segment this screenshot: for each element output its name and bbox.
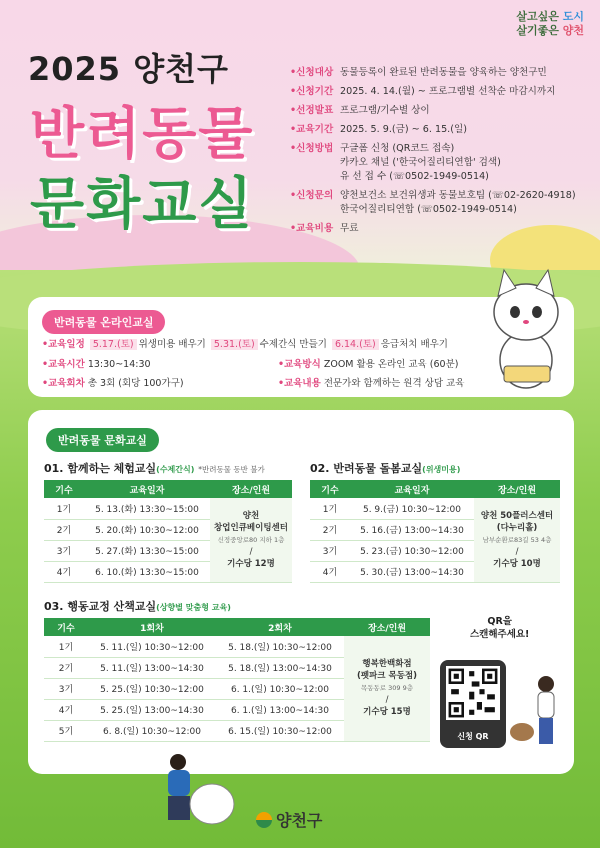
culture-class-pill: 반려동물 문화교실 [46,428,159,452]
th-round-2: 2회차 [216,618,344,636]
section-3-table [44,618,430,742]
qr-note: QR을 스캔해주세요! [470,616,530,640]
th-date: 교육일자 [350,480,474,498]
brand-slogan: 살고싶은 도시 살기좋은 양천 [516,10,584,37]
place-cell: 양천 50플러스센터 (다누리홀) 남부순환로83길 53 4층 / 기수당 10명 [474,498,560,582]
th-place: 장소/인원 [344,618,430,636]
info-announce: • 선정발표 프로그램/기수별 상이 [290,104,590,118]
th-date: 교육일자 [84,480,210,498]
info-period: • 신청기간 2025. 4. 14.(월) ~ 프로그램별 선착순 마감시까지 [290,85,590,99]
online-content: • 교육내용 전문가와 함께하는 원격 상담 교육 [278,377,464,390]
application-info [290,66,590,241]
table-row: 4기 5. 25.(일) 13:00~14:30 6. 1.(일) 13:00~14:30 [44,699,430,720]
th-term: 기수 [310,480,350,498]
qr-label: 신청 QR [457,732,489,741]
table-row: 5기 6. 8.(일) 10:30~12:00 6. 15.(일) 10:30~12:00 [44,720,430,741]
table-row: 3기 5. 25.(일) 10:30~12:00 6. 1.(일) 10:30~12:00 [44,678,430,699]
online-schedule: • 교육일정 5.17.(토) 위생미용 배우기 5.31.(토) 수제간식 만들기 6.14.(토) 응급처치 배우기 [42,338,448,351]
table-row: 2기 5. 20.(화) 10:30~12:00 [44,519,292,540]
section-1-title: 01. 함께하는 체험교실(수제간식) *반려동물 동반 불가 [44,462,265,475]
online-method: • 교육방식 ZOOM 활용 온라인 교육 (60분) [278,358,458,371]
qr-box[interactable] [440,660,506,748]
table-row: 3기 5. 23.(금) 10:30~12:00 [310,540,560,561]
table-row: 2기 5. 16.(금) 13:00~14:30 [310,519,560,540]
online-time: • 교육시간 13:30~14:30 [42,358,151,371]
qr-code-icon[interactable] [446,666,500,720]
cat-mascot-illustration [488,262,566,392]
table-row: 4기 5. 30.(금) 13:00~14:30 [310,561,560,582]
info-edu-period: • 교육기간 2025. 5. 9.(금) ~ 6. 15.(일) [290,123,590,137]
title-main-2: 문화교실 [30,172,255,237]
th-term: 기수 [44,618,88,636]
table-row: 1기 5. 11.(일) 10:30~12:00 5. 18.(일) 10:30~12:00 행복한백화점 (펫파크 목동점) 목동동로 309 9층 / 기수당 15명 [44,636,430,657]
title-year: 2025 양천구 [28,50,229,88]
table-row: 1기 5. 13.(화) 13:30~15:00 양천 창업인큐베이팅센터 신정중앙로80 지하 1층 / 기수당 12명 [44,498,292,519]
th-place: 장소/인원 [474,480,560,498]
online-count: • 교육회차 총 3회 (회당 100가구) [42,377,184,390]
table-row: 2기 5. 11.(일) 13:00~14:30 5. 18.(일) 13:00~14:30 [44,657,430,678]
th-term: 기수 [44,480,84,498]
title-main-1: 반려동물 [30,102,255,167]
table-row: 4기 6. 10.(화) 13:30~15:00 [44,561,292,582]
info-target: • 신청대상 동물등록이 완료된 반려동물을 양육하는 양천구민 [290,66,590,80]
info-cost: • 교육비용 무료 [290,222,590,236]
section-2-title: 02. 반려동물 돌봄교실(위생미용) [310,462,461,475]
info-contact: • 신청문의 양천보건소 보건위생과 동물보호팀 (☏02-2620-4918) 한국어질리티연합 (☏0502-1949-0514) [290,189,590,217]
online-class-pill: 반려동물 온라인교실 [42,310,165,334]
th-round-1: 1회차 [88,618,216,636]
table-row: 1기 5. 9.(금) 10:30~12:00 양천 50플러스센터 (다누리홀) 남부순환로83길 53 4층 / 기수당 10명 [310,498,560,519]
section-2-table [310,480,560,583]
place-cell: 양천 창업인큐베이팅센터 신정중앙로80 지하 1층 / 기수당 12명 [210,498,292,582]
man-with-dog-illustration [150,752,240,832]
th-place: 장소/인원 [210,480,292,498]
table-row: 3기 5. 27.(화) 13:30~15:00 [44,540,292,561]
place-cell: 행복한백화점 (펫파크 목동점) 목동동로 309 9층 / 기수당 15명 [344,636,430,741]
footer-logo: 양천구 [256,808,322,831]
section-3-title: 03. 행동교정 산책교실(상향별 맞춤형 교육) [44,600,231,613]
section-1-table [44,480,292,583]
woman-with-dog-illustration [508,672,568,752]
info-method: • 신청방법 구글폼 신청 (QR코드 접속) 카카오 채널 ('한국어질리티연합' 검색) 유 선 접 수 (☏0502-1949-0514) [290,142,590,184]
yangcheon-emblem-icon [256,812,272,828]
